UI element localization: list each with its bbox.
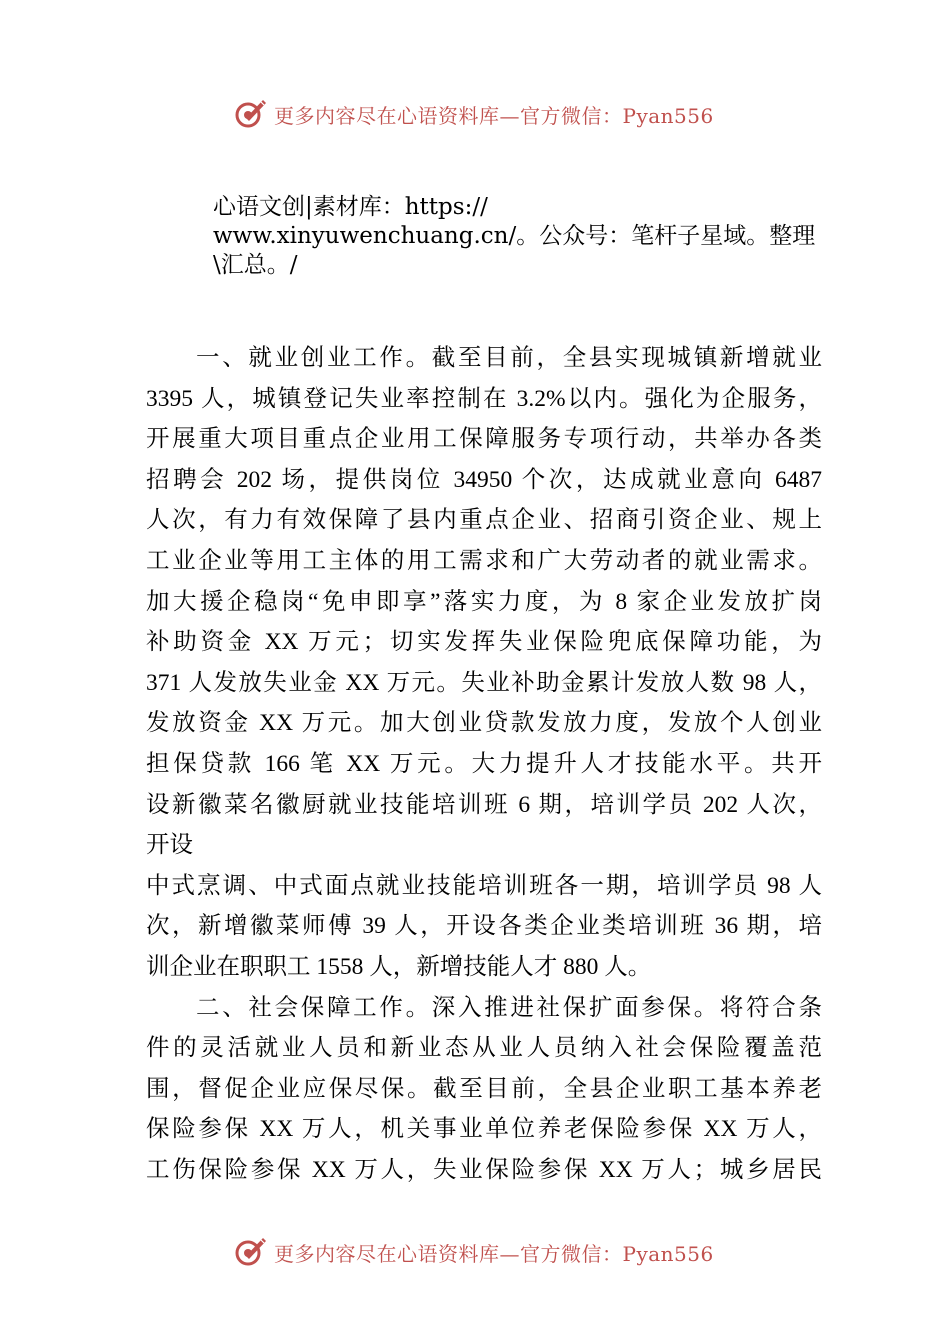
source-line: \汇总。/ — [213, 252, 298, 278]
banner-text: 更多内容尽在心语资料库—官方微信：Pyan556 — [274, 1241, 714, 1266]
paragraph-1-line: 开展重大项目重点企业用工保障服务专项行动，共举办各类 — [146, 426, 822, 453]
source-note — [213, 193, 853, 280]
footer-banner — [232, 1234, 714, 1270]
pen-logo-icon — [232, 96, 268, 132]
paragraph-1-line: 371 人发放失业金 XX 万元。失业补助金累计发放人数 98 人， — [146, 669, 822, 696]
paragraph-1-line: 招聘会 202 场，提供岗位 34950 个次，达成就业意向 6487 — [146, 466, 822, 493]
paragraph-1-line: 次，新增徽菜师傅 39 人，开设各类企业类培训班 36 期，培 — [146, 913, 822, 940]
paragraph-1-line: 补助资金 XX 万元；切实发挥失业保险兜底保障功能，为 — [146, 629, 822, 656]
header-banner — [232, 96, 714, 132]
paragraph-1-line: 训企业在职职工 1558 人，新增技能人才 880 人。 — [146, 953, 652, 980]
pen-logo-icon — [232, 1234, 268, 1270]
paragraph-1-line: 工业企业等用工主体的用工需求和广大劳动者的就业需求。 — [146, 547, 822, 574]
paragraph-1-line: 设新徽菜名徽厨就业技能培训班 6 期，培训学员 202 人次， — [146, 791, 822, 818]
paragraph-1-line: 发放资金 XX 万元。加大创业贷款发放力度，发放个人创业 — [146, 710, 822, 737]
paragraph-1-line: 加大援企稳岗“免申即享”落实力度，为 8 家企业发放扩岗 — [146, 588, 822, 615]
paragraph-1-line: 担保贷款 166 笔 XX 万元。大力提升人才技能水平。共开 — [146, 750, 822, 777]
source-line: www.xinyuwenchuang.cn/。公众号：笔杆子星域。整理 — [213, 223, 816, 249]
paragraph-1-line: 3395 人，城镇登记失业率控制在 3.2%以内。强化为企服务， — [146, 385, 822, 412]
paragraph-2-line: 保险参保 XX 万人，机关事业单位养老保险参保 XX 万人， — [146, 1116, 822, 1143]
paragraph-2-line: 工伤保险参保 XX 万人，失业保险参保 XX 万人；城乡居民 — [146, 1156, 822, 1183]
source-line: 心语文创|素材库：https:// — [213, 194, 488, 220]
paragraph-1-line: 中式烹调、中式面点就业技能培训班各一期，培训学员 98 人 — [146, 872, 822, 899]
banner-text: 更多内容尽在心语资料库—官方微信：Pyan556 — [274, 103, 714, 128]
paragraph-1-line: 人次，有力有效保障了县内重点企业、招商引资企业、规上 — [146, 507, 822, 534]
paragraph-1-line: 一、就业创业工作。截至目前，全县实现城镇新增就业 — [196, 345, 822, 371]
paragraph-2-line: 二、社会保障工作。深入推进社保扩面参保。将符合条 — [196, 994, 822, 1021]
document-body — [146, 338, 822, 1190]
paragraph-2-line: 件的灵活就业人员和新业态从业人员纳入社会保险覆盖范 — [146, 1035, 822, 1062]
paragraph-2-line: 围，督促企业应保尽保。截至目前，全县企业职工基本养老 — [146, 1075, 822, 1102]
paragraph-1-line: 开设 — [146, 832, 193, 859]
